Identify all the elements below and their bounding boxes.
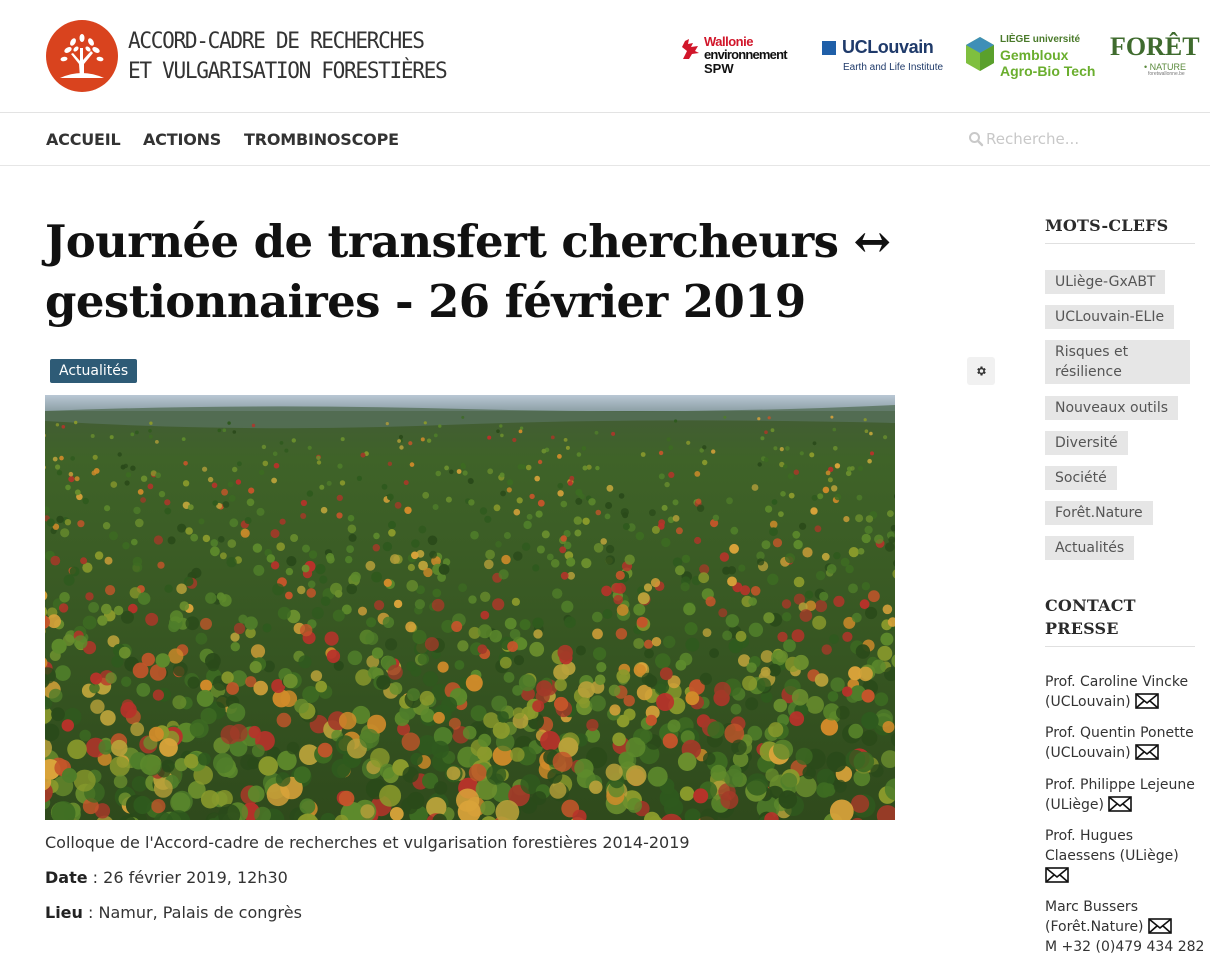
spw-label: SPW bbox=[704, 61, 734, 76]
event-place bbox=[45, 903, 302, 922]
tag-risques-line1: Risques et bbox=[1055, 344, 1129, 360]
keywords-divider bbox=[1045, 243, 1195, 244]
uclouvain-square-icon bbox=[822, 41, 836, 55]
tag-risques-resilience[interactable] bbox=[1045, 340, 1190, 384]
envelope-icon[interactable] bbox=[1135, 744, 1159, 760]
contact-affiliation: Claessens (ULiège) bbox=[1045, 848, 1179, 864]
environnement-label: environnement bbox=[704, 47, 787, 62]
foret-label: FORÊT bbox=[1110, 32, 1200, 61]
contact-name: Prof. Hugues bbox=[1045, 828, 1134, 844]
contact-affiliation: (UCLouvain) bbox=[1045, 745, 1131, 761]
uclouvain-logo[interactable] bbox=[822, 38, 952, 78]
nature-label: • NATURE bbox=[1144, 62, 1186, 72]
contact-item bbox=[1045, 826, 1205, 886]
page-title bbox=[45, 212, 925, 332]
settings-button[interactable] bbox=[967, 357, 995, 385]
uclouvain-label: UCLouvain bbox=[842, 37, 934, 57]
envelope-icon[interactable] bbox=[1108, 796, 1132, 812]
site-title-line2: ET VULGARISATION FORESTIÈRES bbox=[128, 59, 447, 84]
tag-risques-line2: résilience bbox=[1055, 364, 1122, 380]
contact-heading-line1: CONTACT bbox=[1045, 596, 1136, 615]
tag-uliege-gxabt[interactable]: ULiège-GxABT bbox=[1045, 270, 1165, 294]
place-value: : Namur, Palais de congrès bbox=[82, 903, 302, 922]
event-date bbox=[45, 868, 288, 887]
search-input[interactable] bbox=[986, 125, 1186, 153]
contact-name: Prof. Philippe Lejeune bbox=[1045, 777, 1195, 793]
contact-item bbox=[1045, 723, 1205, 763]
tag-nouveaux-outils[interactable]: Nouveaux outils bbox=[1045, 396, 1178, 420]
contact-item bbox=[1045, 775, 1205, 815]
tag-diversite[interactable]: Diversité bbox=[1045, 431, 1128, 455]
contact-name: Marc Bussers bbox=[1045, 899, 1138, 915]
image-caption: Colloque de l'Accord-cadre de recherches et vulgarisation forestières 2014-2019 bbox=[45, 833, 690, 852]
contact-heading-line2: PRESSE bbox=[1045, 619, 1119, 638]
gembloux-hex-icon bbox=[965, 36, 995, 72]
contact-divider bbox=[1045, 646, 1195, 647]
tag-societe[interactable]: Société bbox=[1045, 466, 1117, 490]
liege-label: LIÈGE université bbox=[1000, 34, 1081, 45]
contact-heading bbox=[1045, 594, 1136, 640]
site-header bbox=[0, 0, 1210, 113]
envelope-icon[interactable] bbox=[1045, 867, 1069, 883]
site-title[interactable] bbox=[128, 27, 446, 87]
autumn-forest-image bbox=[45, 395, 895, 820]
envelope-icon[interactable] bbox=[1135, 693, 1159, 709]
eli-label: Earth and Life Institute bbox=[843, 62, 944, 73]
foret-url-label: foretwallonne.be bbox=[1148, 71, 1185, 77]
main-nav bbox=[0, 113, 1210, 166]
contact-affiliation: (ULiège) bbox=[1045, 797, 1104, 813]
foret-nature-logo[interactable] bbox=[1110, 32, 1200, 82]
page-title-line1: Journée de transfert chercheurs ↔ bbox=[45, 215, 891, 268]
contact-phone: M +32 (0)479 434 282 bbox=[1045, 939, 1205, 955]
date-label: Date bbox=[45, 868, 88, 887]
contact-item bbox=[1045, 897, 1205, 957]
agro-bio-tech-label: Agro-Bio Tech bbox=[1000, 63, 1096, 79]
gear-icon bbox=[975, 365, 987, 377]
contact-item bbox=[1045, 672, 1205, 712]
tag-foret-nature[interactable]: Forêt.Nature bbox=[1045, 501, 1153, 525]
site-title-line1: ACCORD-CADRE DE RECHERCHES bbox=[128, 29, 424, 54]
gembloux-label: Gembloux bbox=[1000, 47, 1069, 63]
hero-image bbox=[45, 395, 895, 820]
place-label: Lieu bbox=[45, 903, 83, 922]
contact-affiliation: (UCLouvain) bbox=[1045, 694, 1131, 710]
wallonie-logo[interactable] bbox=[677, 34, 807, 80]
envelope-icon[interactable] bbox=[1148, 918, 1172, 934]
rooster-icon bbox=[679, 37, 701, 61]
search-box bbox=[966, 125, 1196, 153]
tree-logo-icon[interactable] bbox=[46, 20, 118, 92]
contact-name: Prof. Quentin Ponette bbox=[1045, 725, 1194, 741]
page-title-line2: gestionnaires - 26 février 2019 bbox=[45, 275, 806, 328]
search-icon[interactable] bbox=[968, 131, 984, 147]
nav-item-accueil[interactable]: ACCUEIL bbox=[46, 130, 121, 149]
gembloux-logo[interactable] bbox=[965, 34, 1099, 82]
contact-name: Prof. Caroline Vincke bbox=[1045, 674, 1189, 690]
category-badge[interactable]: Actualités bbox=[50, 359, 137, 383]
tag-actualites[interactable]: Actualités bbox=[1045, 536, 1134, 560]
tag-uclouvain-elie[interactable]: UCLouvain-ELIe bbox=[1045, 305, 1174, 329]
contact-affiliation: (Forêt.Nature) bbox=[1045, 919, 1144, 935]
nav-item-actions[interactable]: ACTIONS bbox=[143, 130, 222, 149]
nav-item-trombinoscope[interactable]: TROMBINOSCOPE bbox=[244, 130, 399, 149]
wallonie-label: Wallonie bbox=[704, 34, 753, 49]
date-value: : 26 février 2019, 12h30 bbox=[87, 868, 288, 887]
keywords-heading: MOTS-CLEFS bbox=[1045, 216, 1169, 235]
